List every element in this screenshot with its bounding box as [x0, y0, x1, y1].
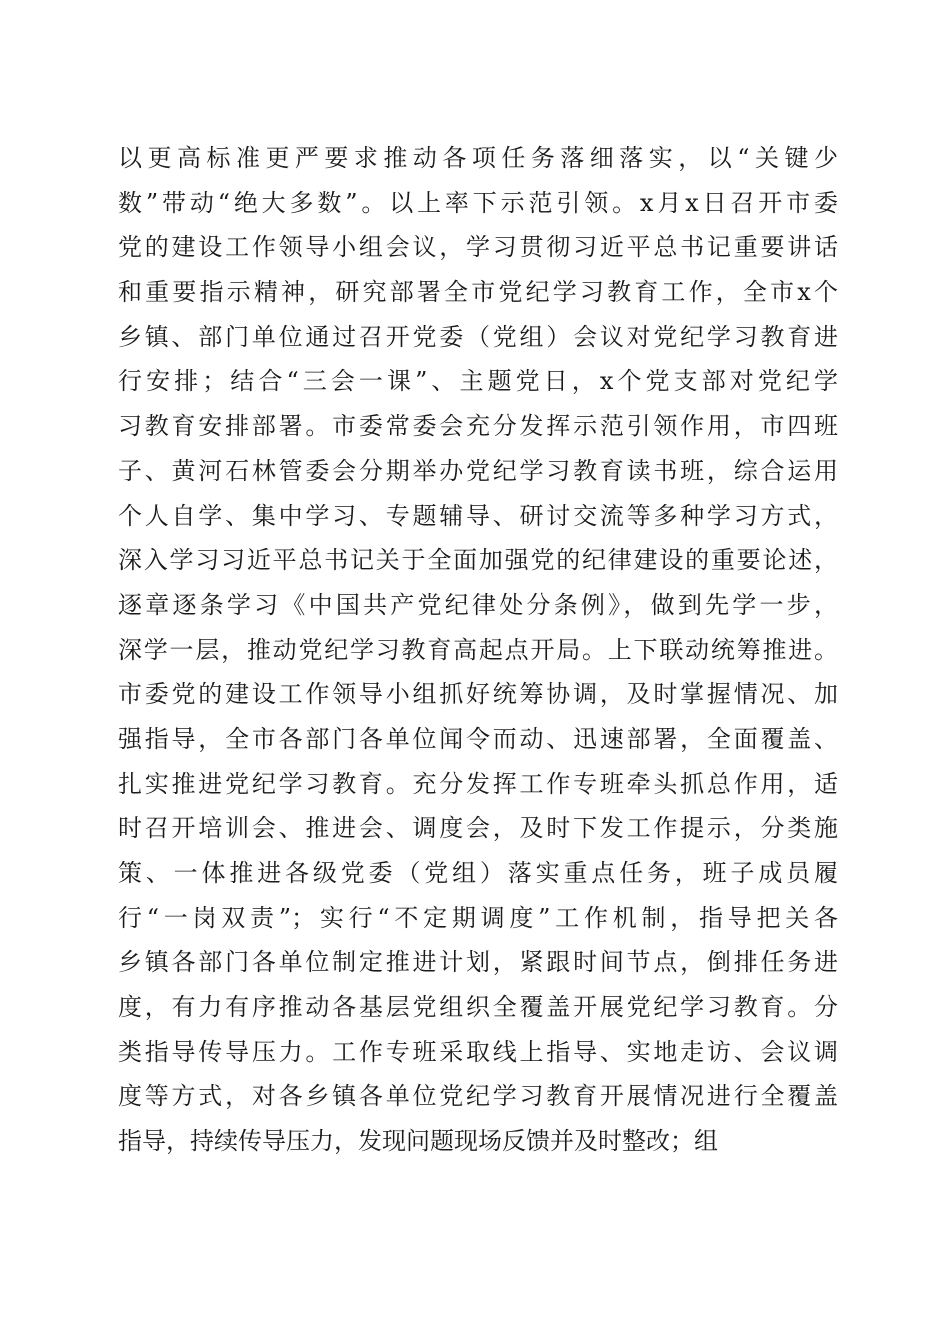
body-text [118, 136, 838, 1164]
text-line-12: 深学一层，推动党纪学习教育高起点开局。上下联动统筹推进。 [118, 635, 838, 664]
text-line-20: 度，有力有序推动各基层党组织全覆盖开展党纪学习教育。分 [118, 993, 838, 1022]
text-line-15: 扎实推进党纪学习教育。充分发挥工作专班牵头抓总作用，适 [118, 769, 838, 798]
text-line-1: 以更高标准更严要求推动各项任务落细落实，以“关键少 [118, 144, 838, 172]
text-line-17: 策、一体推进各级党委（党组）落实重点任务，班子成员履 [118, 859, 838, 887]
text-line-21: 类指导传导压力。工作专班采取线上指导、实地走访、会议调 [118, 1037, 838, 1066]
text-line-14: 强指导，全市各部门各单位闻令而动、迅速部署，全面覆盖、 [118, 724, 838, 753]
text-line-6: 行安排；结合“三会一课”、主题党日，x个党支部对党纪学 [118, 367, 838, 396]
text-line-19: 乡镇各部门各单位制定推进计划，紧跟时间节点，倒排任务进 [118, 948, 838, 977]
text-line-16: 时召开培训会、推进会、调度会，及时下发工作提示，分类施 [118, 814, 838, 843]
text-line-18: 行“一岗双责”；实行“不定期调度”工作机制，指导把关各 [118, 903, 838, 932]
text-line-22: 度等方式，对各乡镇各单位党纪学习教育开展情况进行全覆盖 [118, 1082, 838, 1111]
text-line-9: 个人自学、集中学习、专题辅导、研讨交流等多种学习方式， [118, 501, 838, 530]
text-line-7: 习教育安排部署。市委常委会充分发挥示范引领作用，市四班 [118, 412, 838, 441]
text-line-3: 党的建设工作领导小组会议，学习贯彻习近平总书记重要讲话 [118, 233, 838, 262]
text-line-2: 数”带动“绝大多数”。以上率下示范引领。x月x日召开市委 [118, 188, 838, 217]
text-line-4: 和重要指示精神，研究部署全市党纪学习教育工作，全市x个 [118, 278, 838, 307]
text-line-5: 乡镇、部门单位通过召开党委（党组）会议对党纪学习教育进 [118, 322, 838, 351]
text-line-23: 指导，持续传导压力，发现问题现场反馈并及时整改；组 [118, 1127, 718, 1156]
text-line-10: 深入学习习近平总书记关于全面加强党的纪律建设的重要论述， [118, 546, 838, 575]
text-line-8: 子、黄河石林管委会分期举办党纪学习教育读书班，综合运用 [118, 456, 838, 485]
text-line-11: 逐章逐条学习《中国共产党纪律处分条例》，做到先学一步， [118, 590, 838, 619]
text-line-13: 市委党的建设工作领导小组抓好统筹协调，及时掌握情况、加 [118, 680, 838, 709]
